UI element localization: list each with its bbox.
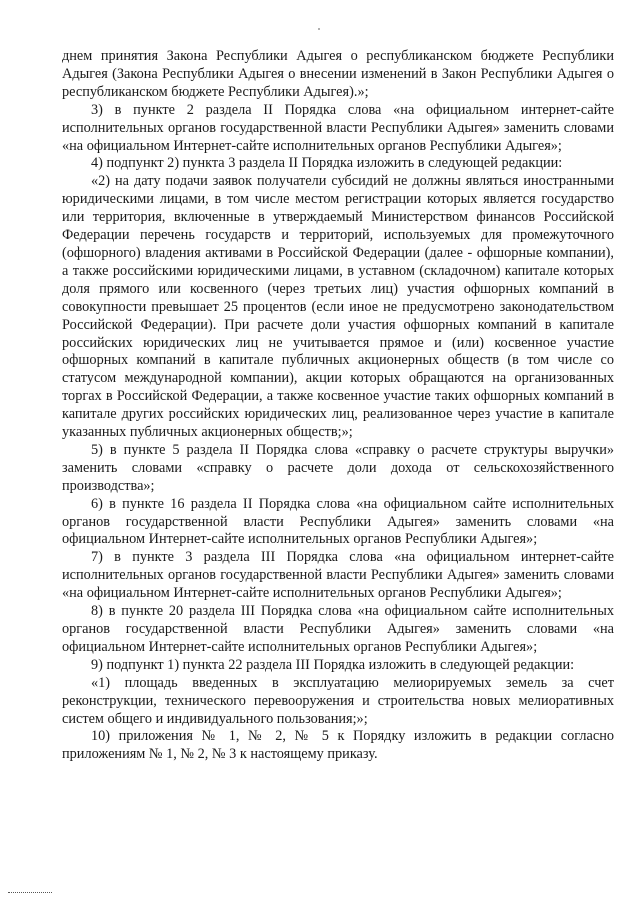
paragraph-item-6: 6) в пункте 16 раздела II Порядка слова «на официальном сайте исполнительных органов государственной власти Республики Адыгея» заменить словами «на официальном Интернет-сайте исполнительных органов Республики Адыгея»; <box>62 495 614 548</box>
paragraph-item-9: 9) подпункт 1) пункта 22 раздела III Порядка изложить в следующей редакции: <box>91 656 575 673</box>
paragraph-item-9-text: «1) площадь введенных в эксплуатацию мелиорируемых земель за счет реконструкции, технического перевооружения и строительства новых мелиоративных систем общего и индивидуального пользования;»; <box>62 674 614 727</box>
paragraph-continuation: днем принятия Закона Республики Адыгея о республиканском бюджете Республики Адыгея (Закона Республики Адыгея о внесении изменений в Закон Республики Адыгея о республиканском бюджете Республики Адыгея).»; <box>62 48 614 100</box>
document-body <box>62 48 614 764</box>
paragraph-item-8: 8) в пункте 20 раздела III Порядка слова «на официальном сайте исполнительных органов государственной власти Республики Адыгея» заменить словами «на официальном Интернет-сайте исполнительных органов Республики Адыгея»; <box>62 603 614 655</box>
paragraph-item-10: 10) приложения № 1, № 2, № 5 к Порядку изложить в редакции согласно приложениям № 1, № 2, № 3 к настоящему приказу. <box>62 728 614 763</box>
paragraph-item-4-text: «2) на дату подачи заявок получатели субсидий не должны являться иностранными юридическими лицами, в том числе местом регистрации которых является государство или территория, включенные в утверждаемый Министерством финансов Российской Федерации перечень государств и территорий, используемых для промежуточного (офшорного) владения активами в Российской Федерации (далее - офшорные компании), а также российскими юридическими лицами, в уставном (складочном) капитале которых доля прямого или косвенного (через третьих лиц) участия офшорных компаний в совокупности превышает 25 процентов (если иное не предусмотрено законодательством Российской Федерации). При расчете доли участия офшорных компаний в капитале российских юридических лиц не учитывается прямое и (или) косвенное участие офшорных компаний в капитале публичных акционерных обществ (в том числе со статусом международной компании), акции которых обращаются на организованных торгах в Российской Федерации, а также косвенное участие таких офшорных компаний в капитале других российских юридических лиц, реализованное через участие в капитале указанных публичных акционерных обществ;»; <box>62 173 614 441</box>
paragraph-item-7: 7) в пункте 3 раздела III Порядка слова «на официальном интернет-сайте исполнительных органов государственной власти Республики Адыгея» заменить словами «на официальном Интернет-сайте исполнительных органов Республики Адыгея»; <box>62 549 614 602</box>
scan-artifact <box>318 28 320 30</box>
footer-mark <box>8 892 52 893</box>
paragraph-item-5: 5) в пункте 5 раздела II Порядка слова «справку о расчете структуры выручки» заменить словами «справку о расчете доли дохода от сельскохозяйственного производства»; <box>62 441 614 494</box>
paragraph-item-4: 4) подпункт 2) пункта 3 раздела II Порядка изложить в следующей редакции: <box>91 155 563 172</box>
paragraph-item-3: 3) в пункте 2 раздела II Порядка слова «на официальном интернет-сайте исполнительных органов государственной власти Республики Адыгея» заменить словами «на официальном Интернет-сайте исполнительных органов Республики Адыгея»; <box>62 101 614 154</box>
